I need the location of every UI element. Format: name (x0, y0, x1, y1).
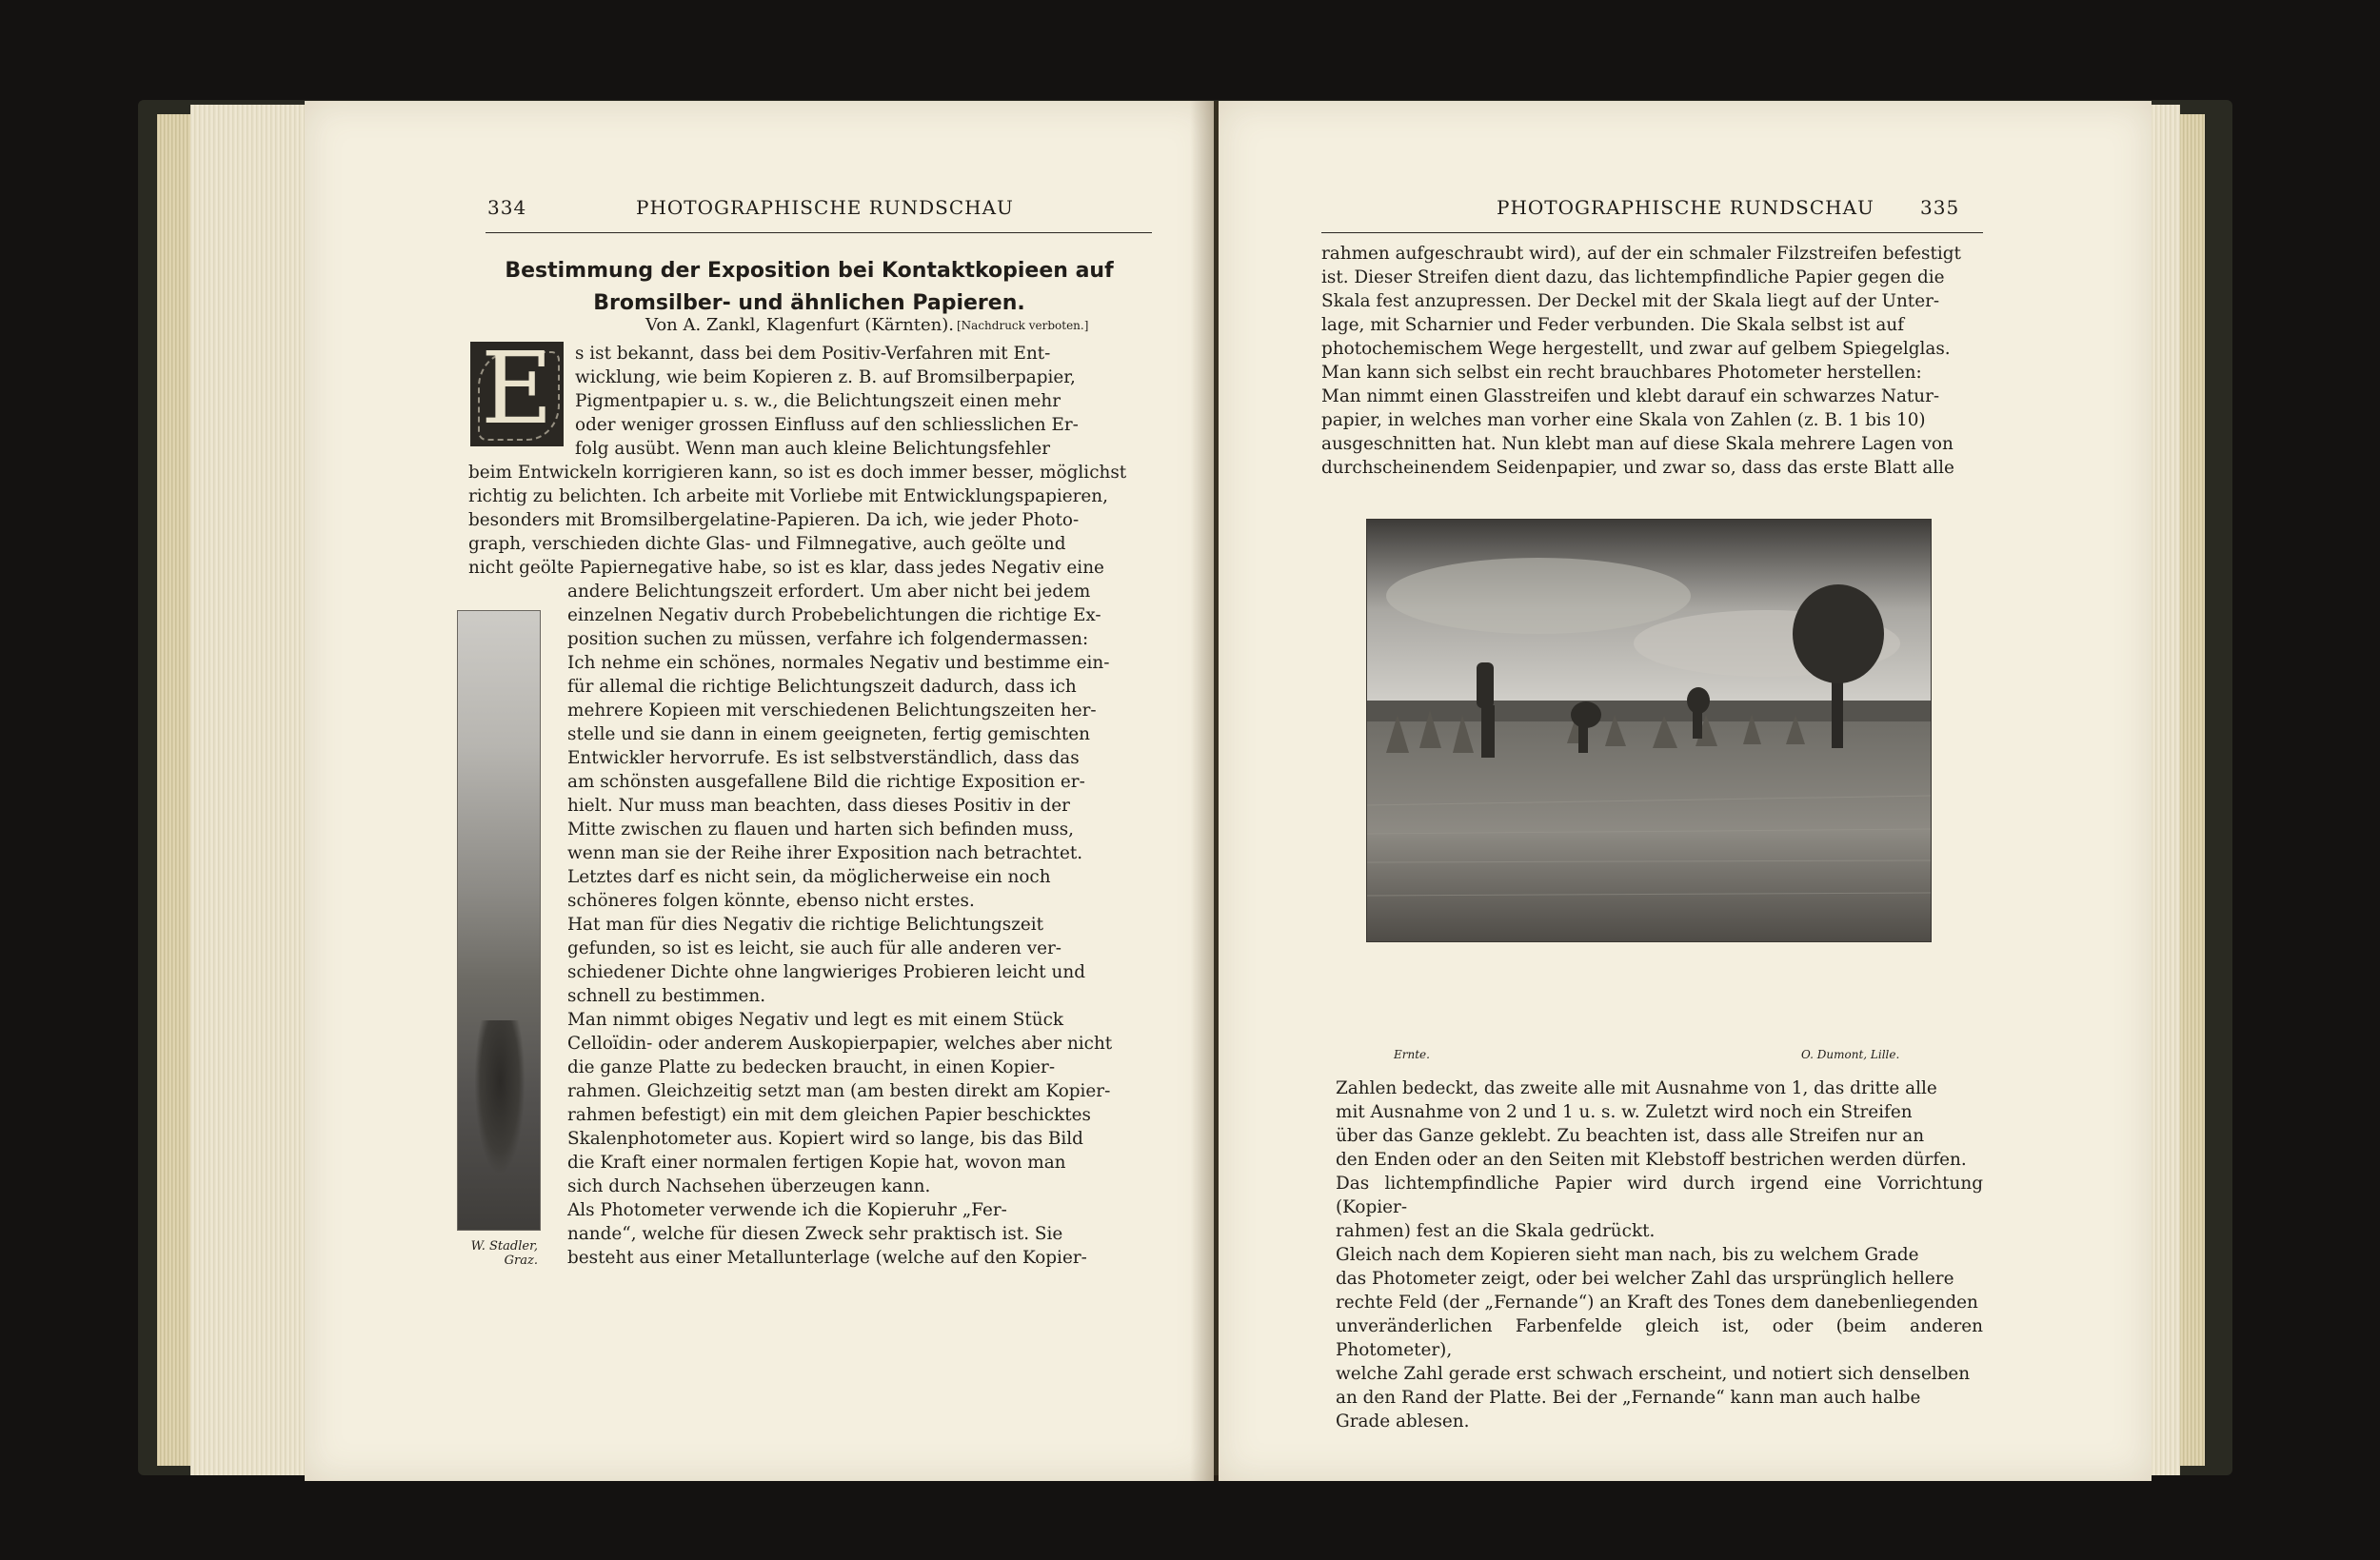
right-page-number: 335 (1920, 196, 1960, 219)
text-line: position suchen zu müssen, verfahre ich folgendermassen: (567, 629, 1089, 649)
text-line: Pigmentpapier u. s. w., die Belichtungszeit einen mehr (575, 391, 1061, 411)
text-line: mehrere Kopieen mit verschiedenen Belichtungszeiten her- (567, 701, 1097, 721)
left-page-number: 334 (487, 196, 527, 219)
right-head-rule (1321, 232, 1983, 233)
text-line: Das lichtempfindliche Papier wird durch irgend eine Vorrichtung (Kopier- (1336, 1174, 1983, 1217)
text-line: beim Entwickeln korrigieren kann, so ist es doch immer besser, möglichst (468, 463, 1127, 483)
text-line: durchscheinendem Seidenpapier, und zwar so, dass das erste Blatt alle (1321, 458, 1954, 478)
tree-silhouette (475, 1020, 525, 1173)
intro-paragraph-lines (575, 342, 1146, 461)
text-line: den Enden oder an den Seiten mit Klebstoff bestrichen werden dürfen. (1336, 1150, 1967, 1170)
text-line: Ich nehme ein schönes, normales Negativ und bestimme ein- (567, 653, 1110, 673)
text-line: an den Rand der Platte. Bei der „Fernande“ kann man auch halbe (1336, 1388, 1921, 1408)
full-width-lines (468, 461, 1146, 580)
text-line: nicht geölte Papiernegative habe, so ist es klar, dass jedes Negativ eine (468, 558, 1104, 578)
text-line: rahmen) fest an die Skala gedrückt. (1336, 1221, 1656, 1241)
text-line: wicklung, wie beim Kopieren z. B. auf Bromsilberpapier, (575, 367, 1076, 387)
text-line: richtig zu belichten. Ich arbeite mit Vorliebe mit Entwicklungspapieren, (468, 486, 1108, 506)
text-line: mit Ausnahme von 2 und 1 u. s. w. Zuletzt wird noch ein Streifen (1336, 1102, 1913, 1122)
strip-photo-caption (447, 1239, 538, 1268)
text-line: Entwickler hervorrufe. Es ist selbstverständlich, dass das (567, 748, 1080, 768)
left-page (305, 101, 1214, 1481)
text-line: s ist bekannt, dass bei dem Positiv-Verfahren mit Ent- (575, 344, 1051, 364)
text-line: einzelnen Negativ durch Probebelichtungen die richtige Ex- (567, 605, 1101, 625)
right-bottom-lines (1336, 1076, 1983, 1433)
column-lines (567, 580, 1146, 1270)
text-line: Man nimmt obiges Negativ und legt es mit einem Stück (567, 1010, 1064, 1030)
landscape-strip-photo (457, 610, 541, 1231)
page-stack-left (190, 105, 305, 1475)
text-line: Grade ablesen. (1336, 1412, 1470, 1432)
text-line: graph, verschieden dichte Glas- und Filmnegative, auch geölte und (468, 534, 1066, 554)
text-line: über das Ganze geklebt. Zu beachten ist, dass alle Streifen nur an (1336, 1126, 1925, 1146)
text-line: oder weniger grossen Einfluss auf den schliesslichen Er- (575, 415, 1079, 435)
drop-cap-ornament (470, 330, 564, 446)
photo-caption-title: Ernte. (1394, 1048, 1430, 1061)
text-line: sich durch Nachsehen überzeugen kann. (567, 1176, 931, 1196)
text-line: rahmen aufgeschraubt wird), auf der ein schmaler Filzstreifen befestigt (1321, 244, 1961, 264)
text-line: stelle und sie dann in einem geeigneten, fertig gemischten (567, 724, 1090, 744)
text-line: gefunden, so ist es leicht, sie auch für alle anderen ver- (567, 938, 1061, 958)
text-line: folg ausübt. Wenn man auch kleine Belichtungsfehler (575, 439, 1051, 459)
text-line: papier, in welches man vorher eine Skala von Zahlen (z. B. 1 bis 10) (1321, 410, 1926, 430)
text-line: schnell zu bestimmen. (567, 986, 766, 1006)
strip-caption-line2: Graz. (504, 1254, 538, 1268)
article-title-line1: Bestimmung der Exposition bei Kontaktkopieen auf (505, 259, 1114, 283)
right-running-head: PHOTOGRAPHISCHE RUNDSCHAU (1497, 196, 1874, 219)
harvest-photograph (1366, 519, 1932, 942)
text-line: besonders mit Bromsilbergelatine-Papieren. Da ich, wie jeder Photo- (468, 510, 1080, 530)
text-line: Celloïdin- oder anderem Auskopierpapier, welches aber nicht (567, 1034, 1113, 1054)
text-line: Skalenphotometer aus. Kopiert wird so lange, bis das Bild (567, 1129, 1083, 1149)
text-line: die Kraft einer normalen fertigen Kopie hat, wovon man (567, 1153, 1066, 1173)
text-line: rahmen. Gleichzeitig setzt man (am besten direkt am Kopier- (567, 1081, 1111, 1101)
text-line: rahmen befestigt) ein mit dem gleichen Papier beschicktes (567, 1105, 1091, 1125)
text-line: Mitte zwischen zu flauen und harten sich befinden muss, (567, 819, 1075, 839)
text-line: schiedener Dichte ohne langwieriges Probieren leicht und (567, 962, 1085, 982)
text-line: rechte Feld (der „Fernande“) an Kraft des Tones dem danebenliegenden (1336, 1293, 1978, 1313)
text-line: für allemal die richtige Belichtungszeit dadurch, dass ich (567, 677, 1077, 697)
text-line: Man kann sich selbst ein recht brauchbares Photometer herstellen: (1321, 363, 1922, 383)
text-line: schöneres folgen könnte, ebenso nicht erstes. (567, 891, 975, 911)
text-line: wenn man sie der Reihe ihrer Exposition nach betrachtet. (567, 843, 1083, 863)
text-line: hielt. Nur muss man beachten, dass dieses Positiv in der (567, 796, 1070, 816)
harvest-scene (1367, 520, 1931, 941)
article-title (466, 255, 1152, 320)
article-title-line2: Bromsilber- und ähnlichen Papieren. (593, 291, 1025, 315)
text-line: besteht aus einer Metallunterlage (welche auf den Kopier- (567, 1248, 1087, 1268)
text-line: das Photometer zeigt, oder bei welcher Zahl das ursprünglich hellere (1336, 1269, 1954, 1289)
strip-caption-line1: W. Stadler, (470, 1239, 538, 1254)
text-line: andere Belichtungszeit erfordert. Um aber nicht bei jedem (567, 582, 1091, 602)
text-line: unveränderlichen Farbenfelde gleich ist, oder (beim anderen Photometer), (1336, 1316, 1983, 1360)
text-line: am schönsten ausgefallene Bild die richtige Exposition er- (567, 772, 1085, 792)
text-line: die ganze Platte zu bedecken braucht, in einen Kopier- (567, 1057, 1056, 1077)
text-line: Letztes darf es nicht sein, da möglicherweise ein noch (567, 867, 1051, 887)
drop-cap-letter: E (481, 330, 553, 446)
text-line: Hat man für dies Negativ die richtige Belichtungszeit (567, 915, 1044, 935)
text-line: photochemischem Wege hergestellt, und zwar auf gelbem Spiegelglas. (1321, 339, 1951, 359)
text-line: ist. Dieser Streifen dient dazu, das lichtempfindliche Papier gegen die (1321, 267, 1945, 287)
left-head-rule (486, 232, 1152, 233)
right-top-lines (1321, 242, 1983, 480)
text-line: Skala fest anzupressen. Der Deckel mit der Skala liegt auf der Unter- (1321, 291, 1940, 311)
text-line: lage, mit Scharnier und Feder verbunden. Die Skala selbst ist auf (1321, 315, 1905, 335)
article-byline: Von A. Zankl, Klagenfurt (Kärnten). (645, 315, 955, 335)
text-line: Gleich nach dem Kopieren sieht man nach, bis zu welchem Grade (1336, 1245, 1919, 1265)
text-line: Als Photometer verwende ich die Kopieruhr „Fer- (567, 1200, 1007, 1220)
text-line: Zahlen bedeckt, das zweite alle mit Ausnahme von 1, das dritte alle (1336, 1078, 1937, 1098)
cloud (1386, 558, 1691, 634)
text-line: ausgeschnitten hat. Nun klebt man auf diese Skala mehrere Lagen von (1321, 434, 1954, 454)
text-line: nande“, welche für diesen Zweck sehr praktisch ist. Sie (567, 1224, 1063, 1244)
left-running-head: PHOTOGRAPHISCHE RUNDSCHAU (636, 196, 1014, 219)
photo-caption-credit: O. Dumont, Lille. (1801, 1048, 1900, 1061)
text-line: welche Zahl gerade erst schwach erscheint, und notiert sich denselben (1336, 1364, 1971, 1384)
text-line: Man nimmt einen Glasstreifen und klebt darauf ein schwarzes Natur- (1321, 386, 1940, 406)
reprint-note: [Nachdruck verboten.] (957, 319, 1089, 332)
